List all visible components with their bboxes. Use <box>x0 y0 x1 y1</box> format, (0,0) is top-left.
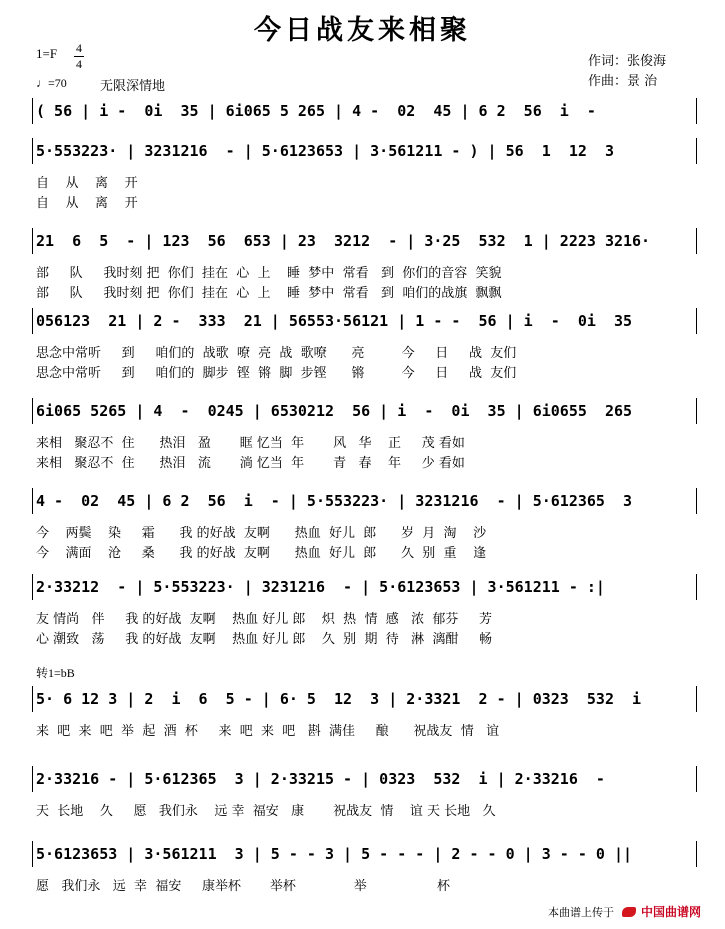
song-title: 今日战友来相聚 <box>254 15 471 46</box>
bar-line <box>696 766 697 792</box>
bar-line <box>696 686 697 712</box>
bar-line <box>32 98 33 124</box>
bar-line <box>32 841 33 867</box>
bar-line <box>32 686 33 712</box>
bar-line <box>32 488 33 514</box>
notation-row: 5·6123653 | 3·561211 3 | 5 - - 3 | 5 - - - | 2 - - 0 | 3 - - 0 || <box>36 845 633 863</box>
lyric-line: 愿 我们永 远 幸 福安 康举杯 举杯 举 杯 <box>36 879 451 894</box>
key-change-mark: 转1=bB <box>36 666 75 680</box>
bar-line <box>32 308 33 334</box>
bar-line <box>32 228 33 254</box>
meter-top: 4 <box>76 41 82 55</box>
bar-line <box>696 398 697 424</box>
lyric-line: 自 从 离 开 <box>36 176 138 191</box>
bar-line <box>696 308 697 334</box>
bar-line <box>696 841 697 867</box>
notation-row: 5· 6 12 3 | 2 i 6 5 - | 6· 5 12 3 | 2·3321 2 - | 0323 532 i <box>36 690 642 708</box>
bar-line <box>696 488 697 514</box>
lyric-line: 友 情尚 伴 我 的好战 友啊 热血 好儿 郎 炽 热 情 感 浓 郁芬 芳 <box>36 612 493 627</box>
time-signature <box>74 42 84 71</box>
bar-line <box>32 398 33 424</box>
notation-row: 056123 21 | 2 - 333 21 | 56553·56121 | 1 - - 56 | i - 0i 35 <box>36 312 633 330</box>
site-logo-icon <box>622 907 636 917</box>
upload-footer <box>548 903 701 920</box>
notation-row: ( 56 | i - 0i 35 | 6i065 5 265 | 4 - 02 45 | 6 2 56 i - <box>36 102 596 120</box>
notation-row: 5·553223· | 3231216 - | 5·6123653 | 3·561211 - ) | 56 1 12 3 <box>36 142 614 160</box>
notation-row: 6i065 5265 | 4 - 0245 | 6530212 56 | i - 0i 35 | 6i0655 265 <box>36 402 633 420</box>
bar-line <box>32 138 33 164</box>
notation-row: 2·33216 - | 5·612365 3 | 2·33215 - | 0323 532 i | 2·33216 - <box>36 770 605 788</box>
bar-line <box>696 574 697 600</box>
lyric-line: 心 潮致 荡 我 的好战 友啊 热血 好儿 郎 久 别 期 待 淋 漓酣 畅 <box>36 632 493 647</box>
notation-row: 4 - 02 45 | 6 2 56 i - | 5·553223· | 3231216 - | 5·612365 3 <box>36 492 633 510</box>
footer-text: 本曲谱上传于 <box>548 906 614 919</box>
composer-credit: 作曲：景 治 <box>588 74 658 89</box>
lyric-line: 部 队 我时刻 把 你们 挂在 心 上 睡 梦中 常看 到 你们的音容 笑貌 <box>36 266 502 281</box>
lyric-line: 今 满面 沧 桑 我 的好战 友啊 热血 好儿 郎 久 别 重 逢 <box>36 546 487 561</box>
meter-bottom: 4 <box>76 57 82 71</box>
site-logo-text: 中国曲谱网 <box>641 905 702 919</box>
notation-row: 2·33212 - | 5·553223· | 3231216 - | 5·6123653 | 3·561211 - :| <box>36 578 605 596</box>
lyric-line: 天 长地 久 愿 我们永 远 幸 福安 康 祝战友 情 谊 天 长地 久 <box>36 804 496 819</box>
lyric-line: 今 两鬓 染 霜 我 的好战 友啊 热血 好儿 郎 岁 月 淘 沙 <box>36 526 487 541</box>
lyric-line: 思念中常听 到 咱们的 脚步 铿 锵 脚 步铿 锵 今 日 战 友们 <box>36 366 517 381</box>
lyric-line: 思念中常听 到 咱们的 战歌 嘹 亮 战 歌嘹 亮 今 日 战 友们 <box>36 346 517 361</box>
notation-row: 21 6 5 - | 123 56 653 | 23 3212 - | 3·25 532 1 | 2223 3216· <box>36 232 651 250</box>
bar-line <box>696 228 697 254</box>
lyric-line: 来相 聚忍不 住 热泪 流 淌 忆当 年 青 春 年 少 看如 <box>36 456 465 471</box>
key-signature: 1=F <box>36 46 58 61</box>
lyric-line: 来 吧 来 吧 举 起 酒 杯 来 吧 来 吧 斟 满佳 酿 祝战友 情 谊 <box>36 724 500 739</box>
bar-line <box>696 98 697 124</box>
bar-line <box>696 138 697 164</box>
expression-mark: 无限深情地 <box>100 79 166 94</box>
lyricist-credit: 作词：张俊海 <box>588 54 667 69</box>
lyric-line: 来相 聚忍不 住 热泪 盈 眶 忆当 年 风 华 正 茂 看如 <box>36 436 465 451</box>
lyric-line: 部 队 我时刻 把 你们 挂在 心 上 睡 梦中 常看 到 咱们的战旗 飘飘 <box>36 286 502 301</box>
bar-line <box>32 574 33 600</box>
bar-line <box>32 766 33 792</box>
tempo-mark: ♩=70 <box>36 76 67 90</box>
lyric-line: 自 从 离 开 <box>36 196 138 211</box>
